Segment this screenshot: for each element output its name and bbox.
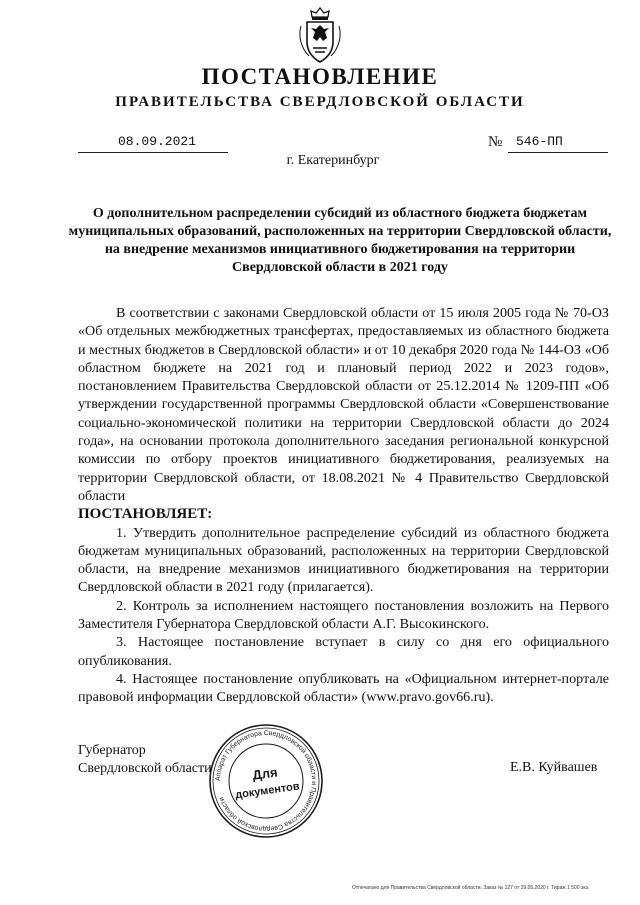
position-line: Губернатор [78,743,146,758]
decree-item: 2. Контроль за исполнением настоящего постановления возложить на Первого Заместителя Губернатора Свердловской области А.Г. Высокинского. [78,597,609,633]
document-date: 08.09.2021 [118,134,197,149]
number-sign: № [488,134,503,150]
document-type-heading: ПОСТАНОВЛЕНИЕ [201,64,439,89]
coat-of-arms-icon [295,6,345,66]
document-body [78,304,609,707]
decree-item: 1. Утвердить дополнительное распределение субсидий из областного бюджета бюджетам муниципальных образований, расположенных на территории Свердловской области, на внедрение механизмов инициативного бюджетирования на территории Свердловской области в 2021 году (прилагается). [78,524,609,596]
svg-text:документов: документов [234,780,301,802]
svg-text:Аппарат Губернатора Свердловск: Аппарат Губернатора Свердловской области и Правительства Свердловской области [214,729,318,833]
signatory-name: Е.В. Куйвашев [510,760,598,775]
decree-item: 4. Настоящее постановление опубликовать на «Официальном интернет-портале правовой информации Свердловской области» (www.pravo.gov66.ru). [78,670,609,706]
print-footer-note: Отпечатано для Правительства Свердловской области. Заказ № 127 от 29.05.2020 г. Тираж 1 500 экз. [352,885,590,891]
document-number: 546-ПП [516,134,563,149]
city-label: г. Екатеринбург [286,153,380,168]
document-title: О дополнительном распределении субсидий из областного бюджета бюджетам муниципальных образований, расположенных на территории Свердловской области, на внедрение механизмов инициативного бюджетирования на территории Свердловской области в 2021 году [68,206,612,275]
svg-text:Для: Для [251,764,279,783]
signatory-position [78,742,212,778]
decree-item: 3. Настоящее постановление вступает в силу со дня его официального опубликования. [78,634,609,669]
issuer-heading: ПРАВИТЕЛЬСТВА СВЕРДЛОВСКОЙ ОБЛАСТИ [115,94,525,110]
position-line: Свердловской области [78,761,212,776]
official-stamp-icon [207,722,325,840]
decree-word: ПОСТАНОВЛЯЕТ: [78,506,213,523]
preamble-paragraph: В соответствии с законами Свердловской области от 15 июля 2005 года № 70-ОЗ «Об отдельных межбюджетных трансфертах, предоставляемых из областного бюджета и местных бюджетов в Свердловской области» и от 10 декабря 2020 года № 144-ОЗ «Об областном бюджете на 2021 год и плановый период 2022 и 2023 годов», постановлением Правительства Свердловской области от 25.12.2014 № 1209-ПП «Об утверждении государственной программы Свердловской области «Совершенствование социально-экономической политики на территории Свердловской области до 2024 года», на основании протокола дополнительного заседания региональной конкурсной комиссии по отбору проектов инициативного бюджетирования, реализуемых на территории Свердловской области, от 18.08.2021 № 4 Правительство Свердловской области [78,305,609,504]
